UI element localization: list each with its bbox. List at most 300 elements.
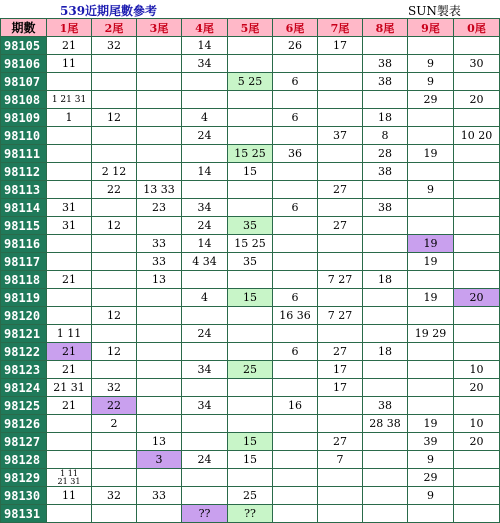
tail-5-cell: [228, 55, 273, 73]
tail-4-cell: [182, 343, 228, 361]
tail-9-cell: [408, 361, 454, 379]
tail-9-cell: [408, 379, 454, 397]
tail-9-cell: [408, 37, 454, 55]
table-row: [1, 271, 500, 289]
period-cell: 98126: [1, 415, 47, 433]
table-row: [1, 379, 500, 397]
tail-1-cell: [47, 235, 92, 253]
title-bar: [0, 0, 500, 18]
tail-4-cell: 4 34: [182, 253, 228, 271]
tail-9-cell: [408, 109, 454, 127]
header-row: [1, 19, 500, 37]
tail-4-cell: [182, 181, 228, 199]
tail-8-cell: 28: [363, 145, 408, 163]
tail-4-cell: 24: [182, 325, 228, 343]
tail-10-cell: [454, 37, 500, 55]
period-cell: 98111: [1, 145, 47, 163]
tail-9-cell: 9: [408, 451, 454, 469]
tail-2-cell: [92, 433, 137, 451]
tail-9-cell: [408, 397, 454, 415]
tail-4-cell: 14: [182, 37, 228, 55]
period-cell: 98113: [1, 181, 47, 199]
tail-8-cell: [363, 379, 408, 397]
tail-7-cell: [318, 397, 363, 415]
tail-1-cell: [47, 181, 92, 199]
tail-8-cell: [363, 325, 408, 343]
tail-6-cell: [273, 451, 318, 469]
tail-9-cell: 9: [408, 181, 454, 199]
tail-1-cell: [47, 433, 92, 451]
tail-10-cell: 10: [454, 415, 500, 433]
tail-10-cell: 30: [454, 55, 500, 73]
period-cell: 98131: [1, 505, 47, 523]
tail-9-cell: 19: [408, 145, 454, 163]
tail-1-cell: [47, 289, 92, 307]
tail-8-cell: 18: [363, 343, 408, 361]
period-cell: 98114: [1, 199, 47, 217]
tail-6-cell: [273, 217, 318, 235]
period-cell: 98107: [1, 73, 47, 91]
tail-3-cell: [137, 73, 182, 91]
tail-4-cell: [182, 145, 228, 163]
tail-1-cell: 21: [47, 271, 92, 289]
tail-10-cell: [454, 235, 500, 253]
tail-4-cell: 4: [182, 289, 228, 307]
tail-6-cell: [273, 55, 318, 73]
header-tail-6: 6尾: [273, 19, 318, 37]
tail-9-cell: 19: [408, 235, 454, 253]
tail-10-cell: [454, 325, 500, 343]
tail-9-cell: 29: [408, 91, 454, 109]
tail-10-cell: 20: [454, 289, 500, 307]
tail-9-cell: [408, 343, 454, 361]
tail-3-cell: [137, 55, 182, 73]
tail-8-cell: [363, 487, 408, 505]
tail-8-cell: 28 38: [363, 415, 408, 433]
period-cell: 98120: [1, 307, 47, 325]
tail-10-cell: [454, 181, 500, 199]
header-tail-4: 4尾: [182, 19, 228, 37]
table-row: [1, 433, 500, 451]
tail-1-cell: 1 21 31: [47, 91, 92, 109]
tail-7-cell: [318, 235, 363, 253]
tail-3-cell: [137, 361, 182, 379]
tail-6-cell: [273, 91, 318, 109]
table-row: [1, 415, 500, 433]
tail-1-cell: [47, 73, 92, 91]
tail-3-cell: [137, 415, 182, 433]
tail-1-cell: 21: [47, 343, 92, 361]
tail-4-cell: ??: [182, 505, 228, 523]
tail-5-cell: [228, 343, 273, 361]
tail-number-table: [0, 18, 500, 523]
tail-4-cell: 24: [182, 217, 228, 235]
tail-3-cell: [137, 469, 182, 487]
tail-7-cell: [318, 163, 363, 181]
tail-9-cell: [408, 163, 454, 181]
period-cell: 98123: [1, 361, 47, 379]
tail-5-cell: [228, 397, 273, 415]
tail-8-cell: [363, 307, 408, 325]
tail-5-cell: [228, 37, 273, 55]
tail-6-cell: [273, 361, 318, 379]
tail-10-cell: [454, 199, 500, 217]
tail-6-cell: 26: [273, 37, 318, 55]
tail-2-cell: [92, 361, 137, 379]
tail-5-cell: [228, 199, 273, 217]
tail-2-cell: 12: [92, 217, 137, 235]
tail-3-cell: 23: [137, 199, 182, 217]
tail-3-cell: 33: [137, 235, 182, 253]
tail-8-cell: [363, 91, 408, 109]
tail-6-cell: [273, 415, 318, 433]
tail-4-cell: [182, 433, 228, 451]
tail-10-cell: [454, 307, 500, 325]
tail-3-cell: 33: [137, 487, 182, 505]
tail-4-cell: 14: [182, 235, 228, 253]
tail-8-cell: [363, 469, 408, 487]
tail-2-cell: [92, 199, 137, 217]
tail-10-cell: [454, 109, 500, 127]
tail-9-cell: 19 29: [408, 325, 454, 343]
tail-2-cell: 32: [92, 37, 137, 55]
tail-2-cell: 32: [92, 487, 137, 505]
tail-5-cell: 15: [228, 163, 273, 181]
header-tail-3: 3尾: [137, 19, 182, 37]
tail-9-cell: [408, 271, 454, 289]
tail-8-cell: [363, 37, 408, 55]
tail-4-cell: 34: [182, 199, 228, 217]
header-tail-9: 9尾: [408, 19, 454, 37]
tail-8-cell: 38: [363, 199, 408, 217]
tail-4-cell: [182, 271, 228, 289]
tail-4-cell: [182, 379, 228, 397]
tail-1-cell: 21: [47, 361, 92, 379]
tail-3-cell: [137, 397, 182, 415]
tail-9-cell: [408, 127, 454, 145]
maker-label: SUN製表: [408, 4, 461, 18]
tail-2-cell: 2: [92, 415, 137, 433]
table-body: [1, 37, 500, 523]
tail-7-cell: 7 27: [318, 307, 363, 325]
header-tail-8: 8尾: [363, 19, 408, 37]
tail-3-cell: [137, 379, 182, 397]
tail-2-cell: 32: [92, 379, 137, 397]
tail-2-cell: [92, 469, 137, 487]
tail-3-cell: [137, 145, 182, 163]
tail-1-cell: 21: [47, 37, 92, 55]
tail-1-cell: 11: [47, 487, 92, 505]
tail-7-cell: [318, 199, 363, 217]
tail-3-cell: [137, 289, 182, 307]
tail-5-cell: 15 25: [228, 235, 273, 253]
tail-8-cell: [363, 235, 408, 253]
tail-4-cell: [182, 415, 228, 433]
tail-3-cell: [137, 325, 182, 343]
tail-6-cell: 6: [273, 109, 318, 127]
tail-3-cell: 13: [137, 271, 182, 289]
tail-6-cell: [273, 235, 318, 253]
tail-4-cell: 14: [182, 163, 228, 181]
tail-7-cell: [318, 55, 363, 73]
tail-2-cell: 12: [92, 343, 137, 361]
tail-2-cell: 22: [92, 181, 137, 199]
tail-3-cell: 33: [137, 253, 182, 271]
period-cell: 98125: [1, 397, 47, 415]
tail-1-cell: [47, 127, 92, 145]
tail-10-cell: [454, 451, 500, 469]
tail-2-cell: 12: [92, 307, 137, 325]
tail-3-cell: [137, 217, 182, 235]
table-row: [1, 199, 500, 217]
tail-10-cell: [454, 271, 500, 289]
tail-6-cell: 6: [273, 73, 318, 91]
table-row: [1, 127, 500, 145]
tail-7-cell: [318, 145, 363, 163]
tail-1-cell: 21: [47, 397, 92, 415]
tail-2-cell: 2 12: [92, 163, 137, 181]
tail-7-cell: 7: [318, 451, 363, 469]
tail-1-cell: 11: [47, 55, 92, 73]
tail-5-cell: [228, 127, 273, 145]
tail-3-cell: [137, 163, 182, 181]
tail-6-cell: [273, 181, 318, 199]
tail-7-cell: [318, 289, 363, 307]
tail-9-cell: 39: [408, 433, 454, 451]
tail-8-cell: [363, 433, 408, 451]
tail-3-cell: [137, 109, 182, 127]
tail-3-cell: 13 33: [137, 181, 182, 199]
tail-10-cell: [454, 343, 500, 361]
tail-5-cell: [228, 271, 273, 289]
tail-6-cell: [273, 253, 318, 271]
tail-10-cell: [454, 145, 500, 163]
table-row: [1, 37, 500, 55]
tail-7-cell: [318, 253, 363, 271]
tail-8-cell: [363, 289, 408, 307]
table-row: [1, 181, 500, 199]
tail-4-cell: [182, 469, 228, 487]
tail-5-cell: 35: [228, 253, 273, 271]
header-tail-5: 5尾: [228, 19, 273, 37]
tail-10-cell: [454, 217, 500, 235]
tail-7-cell: [318, 325, 363, 343]
period-cell: 98110: [1, 127, 47, 145]
tail-7-cell: [318, 109, 363, 127]
table-row: [1, 55, 500, 73]
table-row: [1, 163, 500, 181]
tail-5-cell: [228, 325, 273, 343]
tail-7-cell: 37: [318, 127, 363, 145]
tail-1-cell: [47, 307, 92, 325]
tail-5-cell: 5 25: [228, 73, 273, 91]
tail-4-cell: 34: [182, 55, 228, 73]
tail-7-cell: 17: [318, 379, 363, 397]
tail-4-cell: 24: [182, 451, 228, 469]
tail-2-cell: [92, 91, 137, 109]
tail-2-cell: 12: [92, 109, 137, 127]
tail-1-cell: 31: [47, 217, 92, 235]
tail-2-cell: [92, 289, 137, 307]
table-row: [1, 109, 500, 127]
period-cell: 98130: [1, 487, 47, 505]
header-tail-10: 0尾: [454, 19, 500, 37]
tail-1-cell: 1 11 21 31: [47, 469, 92, 487]
tail-5-cell: ??: [228, 505, 273, 523]
tail-8-cell: 38: [363, 73, 408, 91]
tail-4-cell: 4: [182, 109, 228, 127]
tail-1-cell: [47, 163, 92, 181]
tail-2-cell: [92, 451, 137, 469]
tail-9-cell: 9: [408, 55, 454, 73]
tail-2-cell: [92, 73, 137, 91]
tail-2-cell: [92, 325, 137, 343]
tail-5-cell: [228, 415, 273, 433]
tail-5-cell: [228, 109, 273, 127]
tail-10-cell: 20: [454, 433, 500, 451]
table-row: [1, 145, 500, 163]
tail-4-cell: [182, 73, 228, 91]
period-cell: 98127: [1, 433, 47, 451]
tail-7-cell: 27: [318, 181, 363, 199]
tail-4-cell: 34: [182, 397, 228, 415]
tail-3-cell: [137, 37, 182, 55]
tail-7-cell: [318, 91, 363, 109]
tail-5-cell: 15: [228, 289, 273, 307]
tail-6-cell: [273, 271, 318, 289]
tail-3-cell: 3: [137, 451, 182, 469]
tail-10-cell: 10 20: [454, 127, 500, 145]
tail-2-cell: [92, 127, 137, 145]
tail-5-cell: 15: [228, 433, 273, 451]
table-row: [1, 451, 500, 469]
period-cell: 98117: [1, 253, 47, 271]
table-row: [1, 397, 500, 415]
tail-5-cell: [228, 469, 273, 487]
tail-9-cell: 19: [408, 289, 454, 307]
tail-8-cell: 8: [363, 127, 408, 145]
tail-2-cell: [92, 145, 137, 163]
tail-10-cell: [454, 487, 500, 505]
tail-7-cell: 7 27: [318, 271, 363, 289]
tail-3-cell: [137, 127, 182, 145]
tail-8-cell: [363, 361, 408, 379]
tail-9-cell: 9: [408, 73, 454, 91]
period-cell: 98112: [1, 163, 47, 181]
tail-5-cell: [228, 379, 273, 397]
tail-2-cell: [92, 55, 137, 73]
tail-7-cell: 27: [318, 433, 363, 451]
tail-10-cell: 20: [454, 379, 500, 397]
tail-5-cell: 15 25: [228, 145, 273, 163]
tail-4-cell: [182, 91, 228, 109]
table-row: [1, 235, 500, 253]
period-cell: 98116: [1, 235, 47, 253]
tail-7-cell: [318, 469, 363, 487]
tail-6-cell: 36: [273, 145, 318, 163]
tail-7-cell: 27: [318, 217, 363, 235]
tail-3-cell: [137, 343, 182, 361]
tail-8-cell: 38: [363, 163, 408, 181]
tail-4-cell: [182, 487, 228, 505]
tail-1-cell: 21 31: [47, 379, 92, 397]
tail-4-cell: [182, 307, 228, 325]
tail-1-cell: [47, 253, 92, 271]
tail-4-cell: 34: [182, 361, 228, 379]
tail-1-cell: 31: [47, 199, 92, 217]
tail-5-cell: [228, 181, 273, 199]
tail-6-cell: [273, 469, 318, 487]
tail-8-cell: 18: [363, 271, 408, 289]
tail-1-cell: [47, 415, 92, 433]
tail-6-cell: 6: [273, 289, 318, 307]
tail-7-cell: 17: [318, 37, 363, 55]
tail-10-cell: 20: [454, 91, 500, 109]
tail-5-cell: 15: [228, 451, 273, 469]
tail-2-cell: 22: [92, 397, 137, 415]
tail-6-cell: 16 36: [273, 307, 318, 325]
period-cell: 98115: [1, 217, 47, 235]
table-row: [1, 73, 500, 91]
tail-10-cell: 10: [454, 361, 500, 379]
tail-8-cell: [363, 181, 408, 199]
tail-6-cell: 6: [273, 199, 318, 217]
period-cell: 98105: [1, 37, 47, 55]
tail-8-cell: 38: [363, 397, 408, 415]
tail-6-cell: 16: [273, 397, 318, 415]
tail-8-cell: 18: [363, 109, 408, 127]
tail-8-cell: [363, 217, 408, 235]
table-row: [1, 343, 500, 361]
tail-5-cell: 25: [228, 487, 273, 505]
tail-9-cell: 29: [408, 469, 454, 487]
tail-2-cell: [92, 253, 137, 271]
tail-9-cell: 9: [408, 487, 454, 505]
tail-6-cell: [273, 127, 318, 145]
page-title: 539近期尾數參考: [60, 4, 158, 18]
tail-5-cell: 25: [228, 361, 273, 379]
tail-5-cell: 35: [228, 217, 273, 235]
table-row: [1, 307, 500, 325]
period-cell: 98128: [1, 451, 47, 469]
tail-5-cell: [228, 307, 273, 325]
tail-6-cell: [273, 487, 318, 505]
header-tail-7: 7尾: [318, 19, 363, 37]
tail-10-cell: [454, 253, 500, 271]
tail-7-cell: 27: [318, 343, 363, 361]
header-tail-1: 1尾: [47, 19, 92, 37]
tail-2-cell: [92, 271, 137, 289]
tail-3-cell: 13: [137, 433, 182, 451]
period-cell: 98106: [1, 55, 47, 73]
period-cell: 98108: [1, 91, 47, 109]
table-row: [1, 253, 500, 271]
tail-8-cell: 38: [363, 55, 408, 73]
period-cell: 98124: [1, 379, 47, 397]
tail-9-cell: [408, 199, 454, 217]
tail-1-cell: 1 11: [47, 325, 92, 343]
table-row: [1, 469, 500, 487]
header-tail-2: 2尾: [92, 19, 137, 37]
tail-6-cell: [273, 163, 318, 181]
tail-2-cell: [92, 235, 137, 253]
tail-3-cell: [137, 91, 182, 109]
tail-10-cell: [454, 397, 500, 415]
table-row: [1, 361, 500, 379]
table-row: [1, 289, 500, 307]
period-cell: 98109: [1, 109, 47, 127]
tail-10-cell: [454, 469, 500, 487]
